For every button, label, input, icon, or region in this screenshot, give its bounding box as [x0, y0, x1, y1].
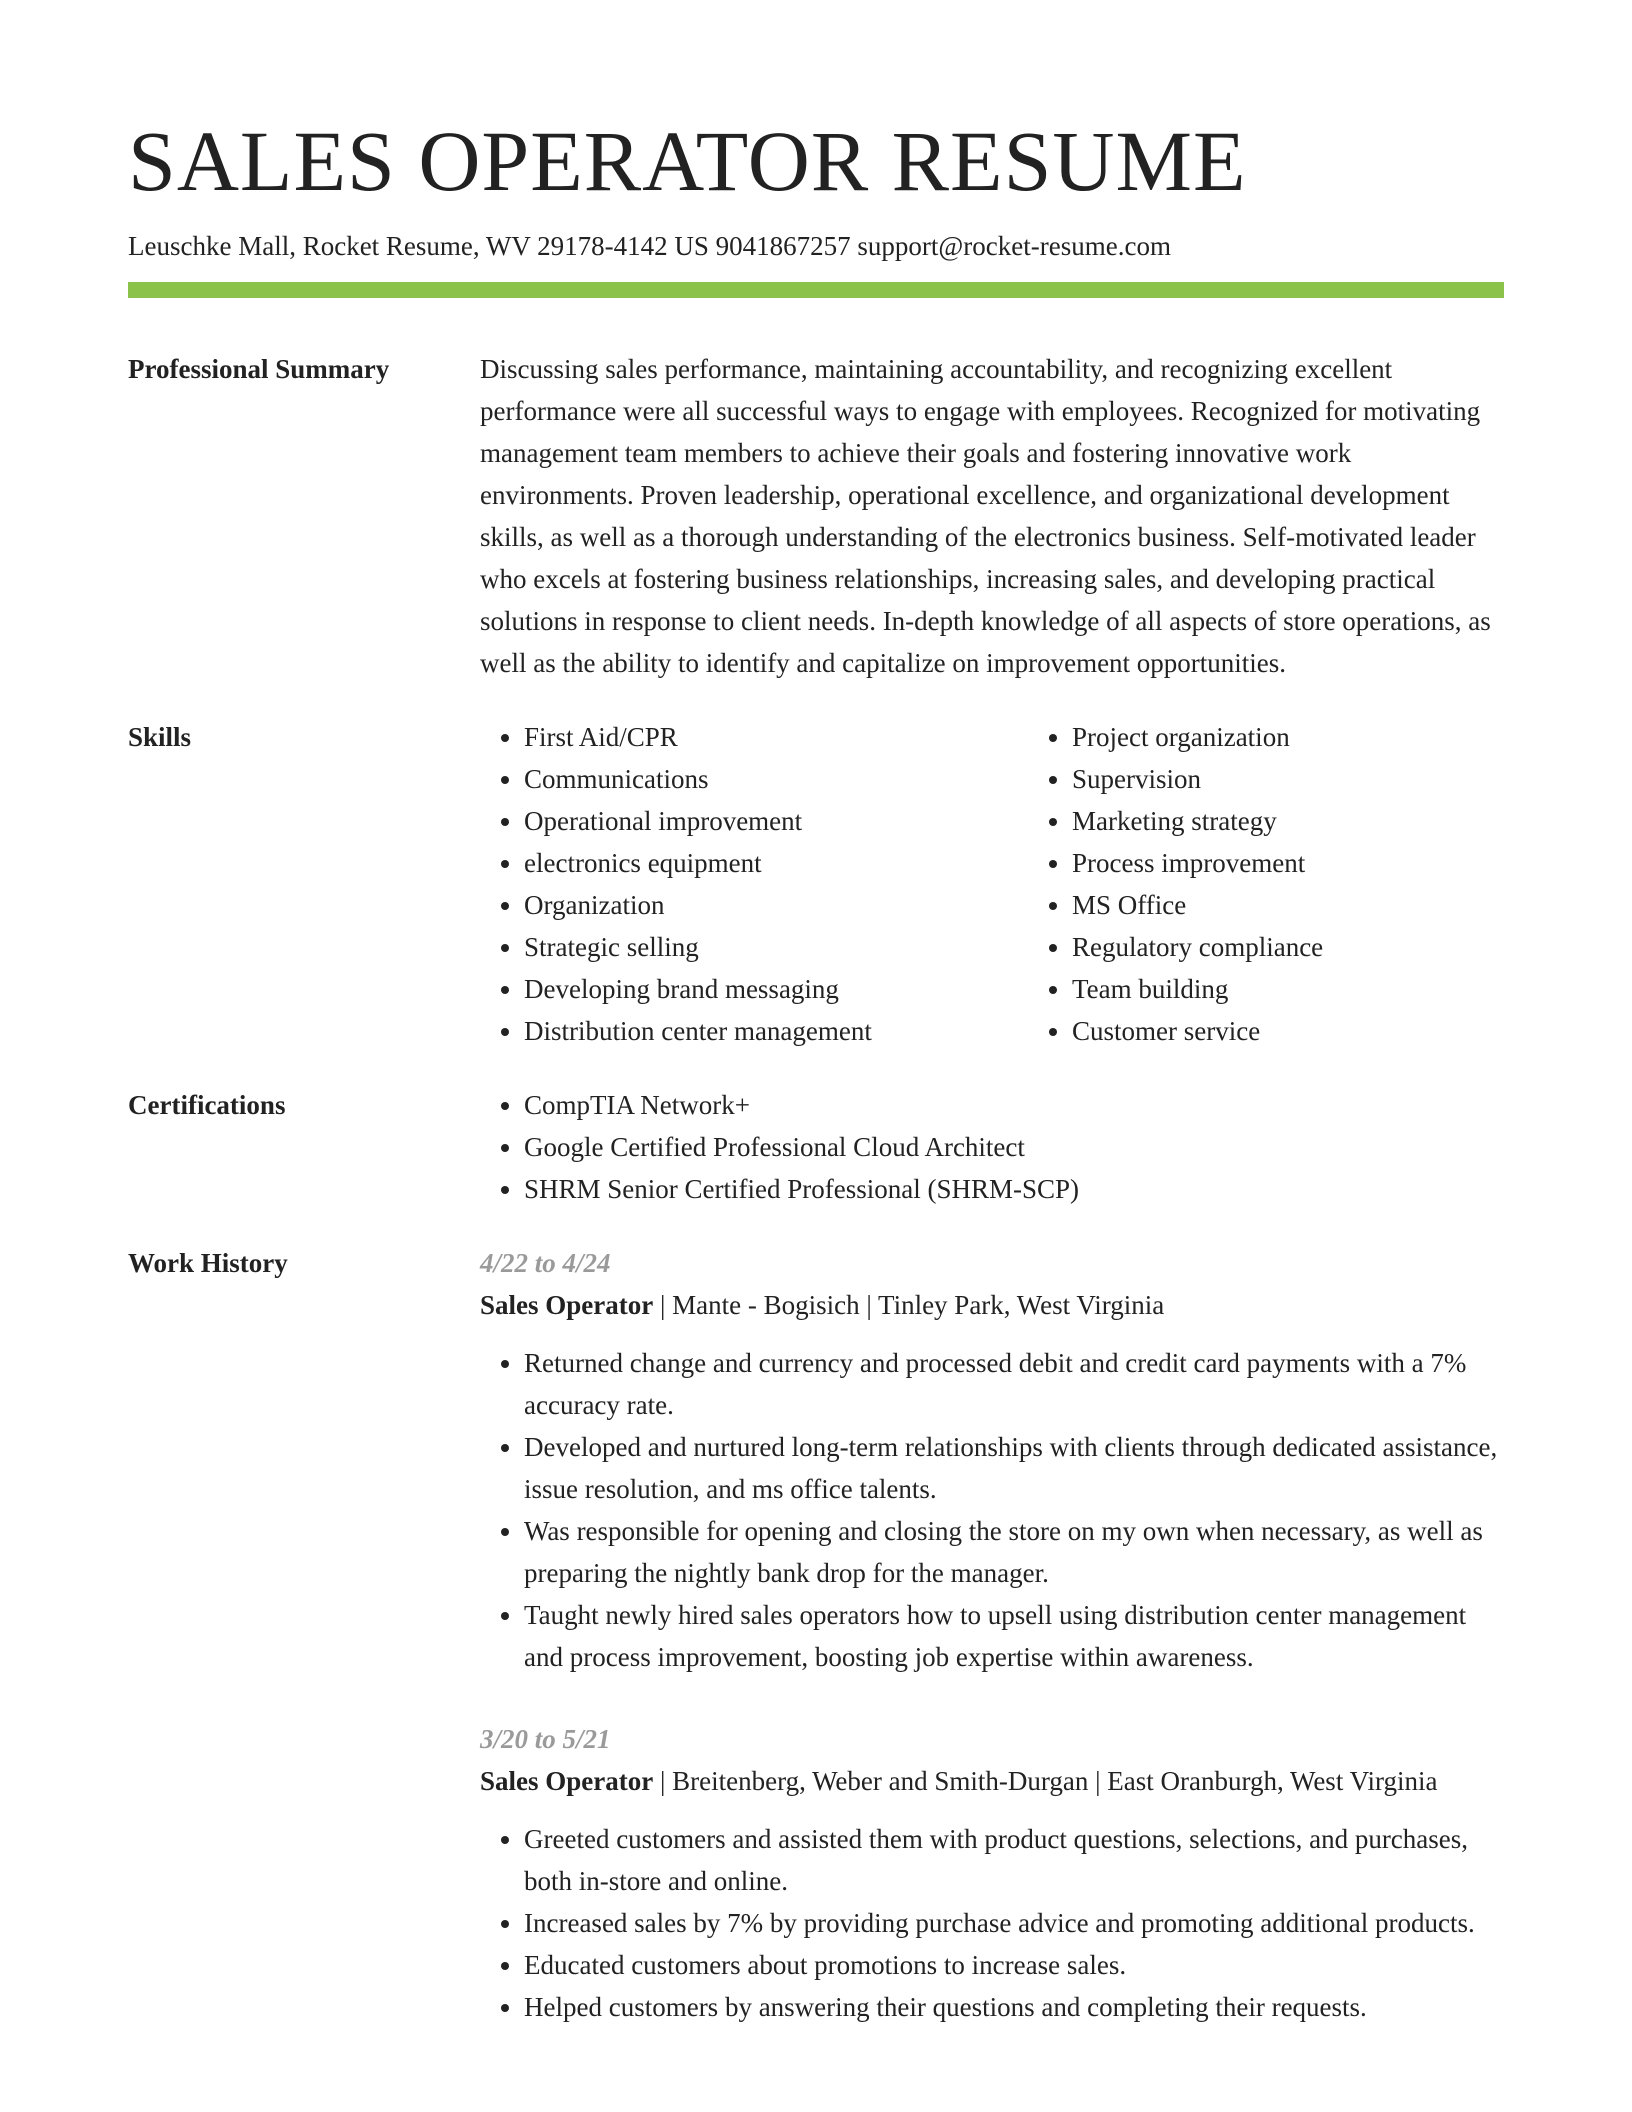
job-dates: 3/20 to 5/21 — [480, 1724, 611, 1755]
job-entry — [480, 1718, 1504, 2028]
certifications-content — [480, 1084, 1504, 1210]
job-duty: • Increased sales by 7% by providing purchase advice and promoting additional products. — [524, 1902, 1504, 1944]
skill-item: • Communications — [524, 758, 1028, 800]
skill-item: • Operational improvement — [524, 800, 1028, 842]
skill-item: • Project organization — [1072, 716, 1572, 758]
certifications-list — [480, 1084, 1504, 1210]
job-heading — [480, 1760, 1504, 1802]
skill-item: • Customer service — [1072, 1010, 1572, 1052]
certification-item: • CompTIA Network+ — [524, 1084, 1504, 1126]
skill-item: • Developing brand messaging — [524, 968, 1028, 1010]
resume-title: SALES OPERATOR RESUME — [128, 113, 1247, 209]
skill-item: • Distribution center management — [524, 1010, 1028, 1052]
summary-text: Discussing sales performance, maintaining accountability, and recognizing excellent performance were all successful ways to engage with employees. Recognized for motivating management team members to achieve their goals and fostering innovative work environments. Proven leadership, operational excellence, and organizational development skills, as well as a thorough understanding of the electronics business. Self-motivated leader who excels at fostering business relationships, increasing sales, and developing practical solutions in response to client needs. In-depth knowledge of all aspects of store operations, as well as the ability to identify and capitalize on improvement opportunities. — [480, 354, 1491, 679]
summary-section — [128, 348, 1504, 684]
job-duty: • Was responsible for opening and closing the store on my own when necessary, as well as preparing the nightly bank drop for the manager. — [524, 1510, 1504, 1594]
skill-item: • Marketing strategy — [1072, 800, 1572, 842]
skill-item: • First Aid/CPR — [524, 716, 1028, 758]
job-duties-list — [480, 1342, 1504, 1678]
skill-item: • electronics equipment — [524, 842, 1028, 884]
job-dates: 4/22 to 4/24 — [480, 1248, 611, 1279]
job-duty: • Greeted customers and assisted them with product questions, selections, and purchases, both in-store and online. — [524, 1818, 1504, 1902]
job-duty: • Returned change and currency and processed debit and credit card payments with a 7% accuracy rate. — [524, 1342, 1504, 1426]
accent-divider — [128, 282, 1504, 298]
skills-grid — [480, 716, 1572, 1052]
section-label-summary: Professional Summary — [128, 354, 390, 385]
skill-item: • Team building — [1072, 968, 1572, 1010]
job-heading — [480, 1284, 1504, 1326]
certification-item: • SHRM Senior Certified Professional (SHRM-SCP) — [524, 1168, 1504, 1210]
section-label-work-history: Work History — [128, 1248, 288, 1279]
work-history-content — [480, 1242, 1504, 2028]
job-title: Sales Operator — [480, 1766, 654, 1797]
certifications-section — [128, 1084, 1504, 1210]
job-title: Sales Operator — [480, 1290, 654, 1321]
job-employer-location: | Mante - Bogisich | Tinley Park, West Virginia — [653, 1290, 1165, 1321]
certification-item: • Google Certified Professional Cloud Architect — [524, 1126, 1504, 1168]
skills-list-right — [1028, 716, 1572, 1052]
contact-line: Leuschke Mall, Rocket Resume, WV 29178-4142 US 9041867257 support@rocket-resume.com — [128, 231, 1171, 261]
skill-item: • Strategic selling — [524, 926, 1028, 968]
skill-item: • MS Office — [1072, 884, 1572, 926]
job-duty: • Helped customers by answering their questions and completing their requests. — [524, 1986, 1504, 2028]
job-duty: • Educated customers about promotions to increase sales. — [524, 1944, 1504, 1986]
job-employer-location: | Breitenberg, Weber and Smith-Durgan | East Oranburgh, West Virginia — [653, 1766, 1438, 1797]
job-duty: • Developed and nurtured long-term relationships with clients through dedicated assistance, issue resolution, and ms office talents. — [524, 1426, 1504, 1510]
skills-section — [128, 716, 1504, 1052]
job-duty: • Taught newly hired sales operators how to upsell using distribution center management and process improvement, boosting job expertise within awareness. — [524, 1594, 1504, 1678]
skill-item: • Regulatory compliance — [1072, 926, 1572, 968]
section-label-skills: Skills — [128, 722, 192, 753]
skills-list-left — [480, 716, 1028, 1052]
work-history-section — [128, 1242, 1504, 2028]
skill-item: • Organization — [524, 884, 1028, 926]
section-label-certifications: Certifications — [128, 1090, 286, 1121]
skill-item: • Process improvement — [1072, 842, 1572, 884]
job-duties-list — [480, 1818, 1504, 2028]
skill-item: • Supervision — [1072, 758, 1572, 800]
job-entry — [480, 1242, 1504, 1678]
